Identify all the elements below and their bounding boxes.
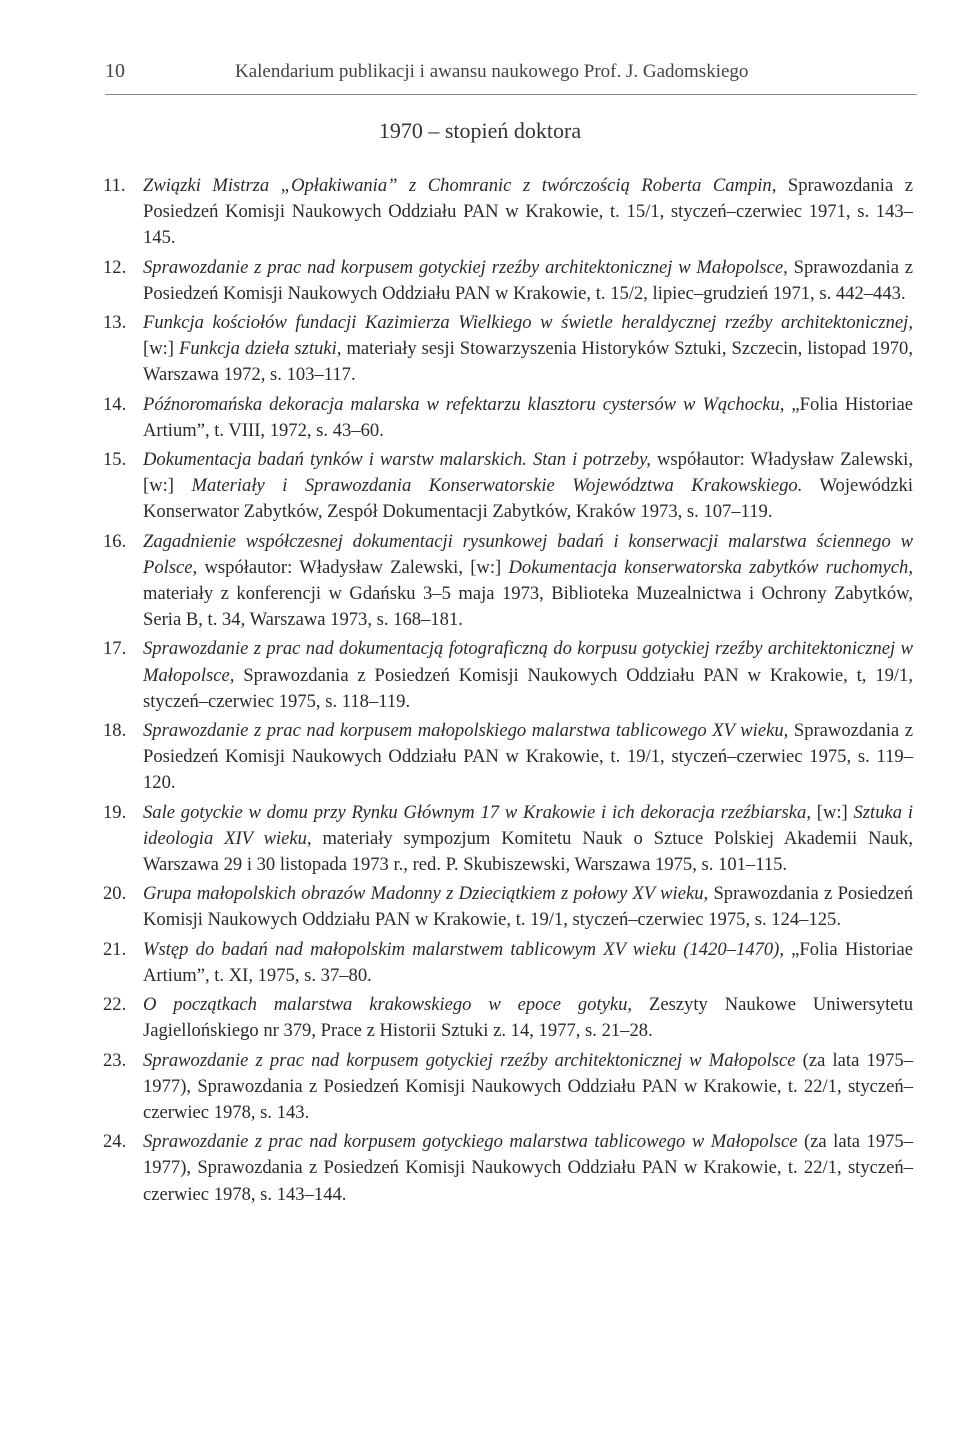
entry-number: 15. (103, 449, 127, 471)
entry-text: [w:] (810, 801, 854, 823)
entry-details: Sprawozdania z Posiedzeń Komisji Naukowych Oddziału PAN w Krakowie, t. 19/1, styczeń–czerwiec 1975, s. 124–125. (143, 883, 913, 931)
bibliography-entry (103, 447, 913, 526)
entry-details: materiały sympozjum Komitetu Nauk o Sztuce Polskiej Akademii Nauk, Warszawa 29 i 30 listopada 1973 r., red. P. Skubiszewski, Warszawa 1975, s. 101–115. (143, 827, 913, 876)
bibliography-entry (103, 881, 913, 933)
entry-title: Dokumentacja badań tynków i warstw malarskich. Stan i potrzeby, (143, 449, 651, 471)
page-number: 10 (105, 60, 125, 82)
bibliography-entry (103, 1048, 913, 1127)
entry-title: Sale gotyckie w domu przy Rynku Głównym 17 w Krakowie i ich dekoracja rzeźbiarska, (143, 801, 811, 823)
entry-number: 24. (103, 1131, 127, 1153)
entry-details: Sprawozdania z Posiedzeń Komisji Naukowych Oddziału PAN w Krakowie, t. 19/1, styczeń–czerwiec 1975, s. 119–120. (143, 720, 913, 794)
bibliography-entry (103, 937, 913, 989)
entry-text: współautor: Władysław Zalewski, [w:] (197, 556, 509, 578)
entry-number: 17. (103, 638, 127, 660)
entry-details: Sprawozdania z Posiedzeń Komisji Naukowych Oddziału PAN w Krakowie, t, 19/1, styczeń–czerwiec 1975, s. 118–119. (143, 664, 913, 712)
entry-source-title: Funkcja dzieła sztuki, (179, 338, 342, 360)
entry-number: 23. (103, 1049, 127, 1071)
entry-title: Sprawozdanie z prac nad korpusem gotyckiej rzeźby architektonicznej w Małopolsce, (143, 256, 788, 278)
entry-number: 19. (103, 801, 127, 823)
entry-number: 16. (103, 530, 127, 552)
entry-title: Grupa małopolskich obrazów Madonny z Dzieciątkiem z połowy XV wieku, (143, 883, 709, 905)
entry-number: 21. (103, 938, 127, 960)
entry-details: Wojewódzki Konserwator Zabytków, Zespół Dokumentacji Zabytków, Kraków 1973, s. 107–119. (143, 475, 913, 523)
entry-title: Późnoromańska dekoracja malarska w refektarzu klasztoru cystersów w Wąchocku, (143, 393, 785, 415)
entry-title: Sprawozdanie z prac nad korpusem gotyckiego malarstwa tablicowego w Małopolsce (143, 1131, 798, 1153)
bibliography-list (103, 173, 913, 1211)
entry-title: Wstęp do badań nad małopolskim malarstwem tablicowym XV wieku (1420–1470), (143, 938, 785, 960)
bibliography-entry (103, 800, 913, 879)
entry-number: 12. (103, 256, 127, 278)
entry-title: O początkach malarstwa krakowskiego w epoce gotyku, (143, 994, 633, 1016)
entry-title: Zagadnienie współczesnej dokumentacji rysunkowej badań i konserwacji malarstwa ściennego w Polsce, (143, 530, 913, 578)
bibliography-entry (103, 718, 913, 797)
entry-title: Związki Mistrza „Opłakiwania” z Chomranic z twórczością Roberta Campin, (143, 175, 777, 196)
entry-details: Zeszyty Naukowe Uniwersytetu Jagiellońskiego nr 379, Prace z Historii Sztuki z. 14, 1977, s. 21–28. (143, 994, 913, 1042)
running-header (105, 58, 917, 95)
entry-details: „Folia Historiae Artium”, t. VIII, 1972, s. 43–60. (143, 393, 913, 441)
entry-number: 18. (103, 720, 127, 742)
running-title: Kalendarium publikacji i awansu naukowego Prof. J. Gadomskiego (235, 61, 749, 82)
entry-text: współautor: Władysław Zalewski, [w:] (143, 449, 913, 497)
entry-source-title: Materiały i Sprawozdania Konserwatorskie Województwa Krakowskiego. (191, 475, 803, 497)
entry-source-title: Sztuka i ideologia XIV wieku, (143, 801, 913, 849)
entry-title: Funkcja kościołów fundacji Kazimierza Wielkiego w świetle heraldycznej rzeźby architektonicznej, (143, 312, 913, 334)
bibliography-entry (103, 636, 913, 715)
entry-details: (za lata 1975–1977), Sprawozdania z Posiedzeń Komisji Naukowych Oddziału PAN w Krakowie, t. 22/1, styczeń–czerwiec 1978, s. 143–144. (143, 1131, 914, 1205)
entry-text: [w:] (143, 338, 180, 360)
entry-number: 11. (103, 175, 126, 196)
entry-title: Sprawozdanie z prac nad korpusem małopolskiego malarstwa tablicowego XV wieku, (143, 720, 789, 742)
entry-title: Sprawozdanie z prac nad dokumentacją fotograficzną do korpusu gotyckiej rzeźby architektonicznej w Małopolsce, (143, 638, 913, 686)
entry-details: Sprawozdania z Posiedzeń Komisji Naukowych Oddziału PAN w Krakowie, t. 15/2, lipiec–grudzień 1971, s. 442–443. (143, 256, 914, 304)
entry-details: materiały z konferencji w Gdańsku 3–5 maja 1973, Biblioteka Muzealnictwa i Ochrony Zabytków, Seria B, t. 34, Warszawa 1973, s. 168–181. (143, 583, 913, 631)
entry-number: 14. (103, 393, 127, 415)
bibliography-entry (103, 255, 913, 307)
bibliography-entry (103, 992, 913, 1044)
entry-source-title: Dokumentacja konserwatorska zabytków ruchomych, (508, 556, 913, 578)
bibliography-entry (103, 173, 913, 252)
section-title: 1970 – stopień doktora (378, 118, 582, 143)
entry-number: 22. (103, 994, 127, 1016)
bibliography-entry (103, 310, 913, 389)
entry-details: (za lata 1975–1977), Sprawozdania z Posiedzeń Komisji Naukowych Oddziału PAN w Krakowie, t. 22/1, styczeń–czerwiec 1978, s. 143. (143, 1049, 913, 1123)
entry-details: „Folia Historiae Artium”, t. XI, 1975, s. 37–80. (143, 938, 913, 986)
entry-details: Sprawozdania z Posiedzeń Komisji Naukowych Oddziału PAN w Krakowie, t. 15/1, styczeń–czerwiec 1971, s. 143–145. (143, 175, 914, 249)
bibliography-entry (103, 529, 913, 634)
entry-title: Sprawozdanie z prac nad korpusem gotyckiej rzeźby architektonicznej w Małopolsce (143, 1049, 796, 1071)
entry-number: 13. (103, 312, 127, 334)
bibliography-entry (103, 1129, 913, 1208)
entry-number: 20. (103, 883, 127, 905)
entry-details: materiały sesji Stowarzyszenia Historyków Sztuki, Szczecin, listopad 1970, Warszawa 1972, s. 103–117. (143, 338, 913, 386)
bibliography-entry (103, 392, 913, 444)
